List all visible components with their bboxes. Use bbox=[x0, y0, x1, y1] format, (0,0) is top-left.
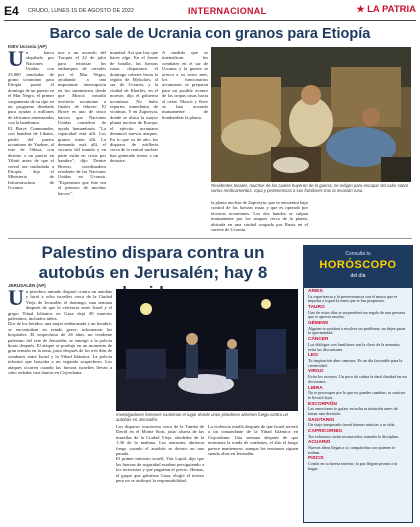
sign-text: La experiencia y la perseverancia son el motor que te impulsa a lograr la meta que te has propuesto. bbox=[308, 293, 398, 304]
sign-text: Nuevas ideas llegan a ti; compártelas con quienes te rodean. bbox=[308, 444, 396, 455]
page-number: E4 bbox=[4, 4, 19, 18]
section-divider bbox=[8, 238, 412, 239]
sign-name: ESCORPIÓN bbox=[308, 401, 337, 407]
sign-acuario bbox=[304, 439, 412, 455]
story2-lead: n pistolero armado disparó contra un autobús y hirió a ocho israelíes cerca de la Ciudad Vieja de Jerusalén el domingo, una semana después de que la violencia entre Israel y el grupo Yihad Islámica en Gaza dejó 49 muertos palestinos, incluidos niños. bbox=[8, 289, 112, 322]
story1-column-1 bbox=[8, 50, 54, 235]
sign-leo bbox=[304, 352, 412, 368]
story1-headline: Barco sale de Ucrania con granos para Etiopía bbox=[49, 26, 371, 42]
story1-column-5: la planta nuclear de Zaporiyia, que se encuentra bajo control de las fuerzas rusas y que es operada por técnicos ucranianos. Los dos bandos se culpan mutuamente por los ataques cerca de la planta, ubicada en una ciudad ocupada por Rusia en el sureste de Ucrania. bbox=[211, 200, 308, 233]
sign-aries bbox=[304, 288, 412, 304]
story1-column-3: mundial. Así que hay que hacer algo. En el frente de batalla, las fuerzas rusas dispararon el domingo cohetes hacia la región de Mykolaiv, al sur de Ucrania, y la ciudad de Kharkiv, en el noreste, dijo el gobierno ucraniano. No hubo reportes inmediatos de víctimas. Y en Zaporiyia, donde se ubica la mayor planta nuclear de Europa, el ejército ucraniano denunció nuevos ataques. En lo que va de año, los disparos de artillería cerca de la central nuclear han generado temor a un desastre. bbox=[110, 50, 158, 164]
story2-credit: JERUSALÉN (AP) bbox=[8, 283, 46, 288]
story1-photo-image bbox=[211, 47, 411, 182]
story2-dropcap: U bbox=[8, 289, 24, 310]
story1-dropcap: U bbox=[8, 50, 24, 71]
sign-tauro bbox=[304, 304, 412, 320]
sign-geminis bbox=[304, 320, 412, 336]
sign-text: Tu inspiración abre caminos. Es un día favorable para la creatividad. bbox=[308, 357, 403, 368]
story2-col2-text: Los disparos ocurrieron cerca de la Tumba de David en el Monte Sion, justo afuera de las murallas de la Ciudad Vieja, alrededor de la 1:30 de la mañana. Los atacantes abrieron fuego cuando el autobús se detuvo en una parada. bbox=[116, 424, 204, 457]
story2-headline: Palestino dispara contra un autobús en Jerusalén; hay 8 bbox=[38, 243, 268, 282]
story2-col1-rest: Dos de los heridos, una mujer embarazada y un hombre, se encontraban en estado grave, informaron los hospitales. El sospechoso de 26 años, un residente palestino del este de Jerusalén, se entregó a la policía horas después. El ataque se produjo en un momento de gran tensión en la zona, justo después de los tres días de combates entre Israel y la Yihad Islámica. La policía informó que buscaba a un segundo sospechoso. Los ataques ocurren cuando las fuerzas israelíes llevan a cabo redadas casi diarias en Cisjordania. bbox=[8, 321, 112, 376]
story2-col3-text: El primer ministro israelí, Yair Lapid, dijo que las fuerzas de seguridad estaban persiguiendo a los terroristas y que pagarían el precio. Hamas, el grupo que gobierna Gaza, elogió el tiroteo pero no se atribuyó la responsabilidad. bbox=[116, 456, 204, 484]
sign-text: Confía en tu fuerza interior; la paz llegará pronto a tu hogar. bbox=[308, 460, 398, 471]
sign-escorpion bbox=[304, 401, 412, 417]
story1-column-4: A medida que se intensifican los combates en el sur de Ucrania y la guerra se acerca a su sexto mes, los funcionarios ucranianos se preparan para un posible avance de las tropas rusas hacia el oeste. Moscú y Kiev se han acusado mutuamente de bombardear la planta. bbox=[162, 50, 208, 120]
sign-text: Alguien te ayudará a resolver un problema; no dejes pasar la oportunidad. bbox=[308, 325, 406, 336]
story1-photo-caption: Residentes locales, muchos de los cuales huyeron de la guerra, se relajan para escapar del calor sobre varios medicamentos, ropa y pertenencias a sus familiares tras la invasión rusa. bbox=[211, 183, 409, 193]
sign-name: SAGITARIO bbox=[308, 417, 335, 423]
story1-col1-rest: El Brave Commander, con bandera de Líbano, partió del puerto ucraniano de Yuzhne, al este de Odesa, con destino a un puerto en Yibuti antes de que el cereal sea trasladado a Etiopía, dijo el Ministerio de Infraestructura de Ucrania. bbox=[8, 125, 54, 191]
sign-name: ACUARIO bbox=[308, 440, 331, 446]
date-line: CRUDO, LUNES 15 DE AGOSTO DE 2022 bbox=[28, 8, 134, 14]
story1-lead: n barco alquilado por Naciones Unidas con 23.000 toneladas de grano ucraniano para Etiopía partió el domingo de un puerto en el Mar Negro, el primer cargamento de su tipo en un programa diseñado para ayudar a millones de africanos amenazados con la hambruna. bbox=[8, 50, 54, 126]
sign-name: CÁNCER bbox=[308, 337, 329, 343]
horoscope-pretitle: Consulta tu bbox=[345, 251, 371, 257]
sign-text: Los diálogos con familiares son la clave de la armonía; evita las discusiones. bbox=[308, 341, 401, 352]
horoscope-header bbox=[304, 246, 412, 288]
sign-text: Tus esfuerzos serán reconocidos; mantén la disciplina. bbox=[308, 433, 400, 439]
sign-cancer bbox=[304, 336, 412, 352]
newspaper-logo bbox=[357, 4, 416, 15]
sign-name: GÉMINIS bbox=[308, 321, 329, 327]
story2-column-1 bbox=[8, 289, 112, 523]
section-title: INTERNACIONAL bbox=[188, 6, 267, 16]
story2-photo-image bbox=[116, 289, 298, 411]
sign-libra bbox=[304, 385, 412, 401]
sign-name: TAURO bbox=[308, 305, 325, 311]
sign-name: CAPRICORNIO bbox=[308, 429, 343, 435]
horoscope-title: HORÓSCOPO bbox=[319, 259, 397, 271]
sign-piscis bbox=[304, 455, 412, 471]
page-header bbox=[4, 3, 416, 21]
sign-name: LIBRA bbox=[308, 385, 323, 391]
sign-name: VIRGO bbox=[308, 369, 324, 375]
sign-text: No te preocupes por lo que no puedes cambiar; tu carácter te llevará lejos. bbox=[308, 390, 406, 400]
logo-mark-icon: ★ bbox=[356, 4, 368, 14]
story2-photo-caption: Investigadores forenses examinan el lugar donde unos pistoleros abrieron fuego contra un autobús en Jerusalén. bbox=[116, 412, 288, 422]
story1-column-2: nos a un acuerdo del Turquía el 22 de julio para reiniciar los embarques de cereales por el Mar Negro, ayudando a una importante interrupción en los suministros desde que Moscú invadió territorio ucraniano a finales de febrero. El Brave es uno de cinco barcos que Naciones Unidas considera de ayuda humanitaria. "La capacidad está allí. Los granos están allí. La demanda está allí, el circuito del mundo y en parte están en crisis por hambre", dijo Denise Brown, coordinadora residente de las Naciones Unidas en Ucrania. "Esperamos que éste sea el primero de muchos barcos". bbox=[58, 50, 106, 196]
sign-text: Evita los excesos. Un poco de calma te dará claridad en tus decisiones. bbox=[308, 373, 408, 384]
sign-capricornio bbox=[304, 428, 412, 439]
sign-text: Un viaje inesperado traerá buenas noticias a tu vida. bbox=[308, 422, 396, 428]
sign-name: LEO bbox=[308, 353, 318, 359]
story1-photo bbox=[211, 47, 411, 182]
sign-virgo bbox=[304, 368, 412, 384]
sign-name: ARIES bbox=[308, 289, 323, 294]
logo-text: LA PATRIA bbox=[367, 4, 416, 15]
horoscope-signs-list bbox=[304, 288, 412, 472]
horoscope-box bbox=[303, 245, 413, 523]
horoscope-subtitle: del día bbox=[350, 273, 366, 279]
sign-sagitario bbox=[304, 417, 412, 428]
sign-name: PISCIS bbox=[308, 456, 324, 462]
sign-text: Las emociones te guían; escucha tu intuición antes de tomar una decisión. bbox=[308, 406, 398, 416]
story1-credit: KIEV Ucrania (AP) bbox=[8, 44, 47, 49]
story2-photo bbox=[116, 289, 298, 411]
sign-text: Uno de estos días te sorprenderá un regalo de una persona que te aprecia mucho. bbox=[308, 309, 406, 320]
story2-column-2 bbox=[116, 424, 204, 523]
story2-column-3: La violencia estalló después de que Israel arrestó a un comandante de la Yihad Islámica en Cisjordania. Una semana después de que terminara la ronda de combates, el alto el fuego parece mantenerse, aunque las tensiones siguen siendo altas en Jerusalén. bbox=[208, 424, 298, 457]
